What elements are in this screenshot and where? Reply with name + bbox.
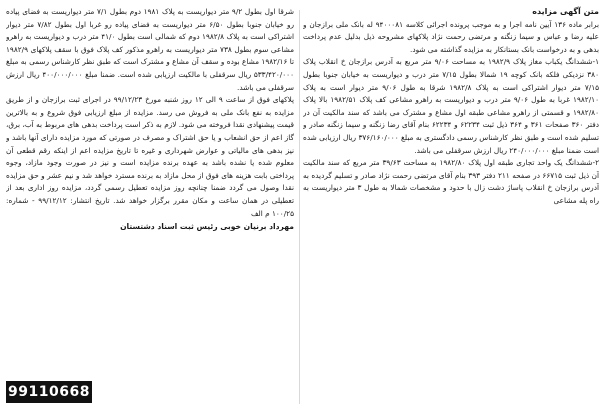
property-2-continued-paragraph: شرقا اول بطول ۹/۲ متر دیواریست به پلاک ۱۹۸۱ دوم بطول ۷/۱ متر دیواریست به فضای پیاده رو خیابان جنوبا بطول ۶/۵۰ متر دیواریست به فضای پیاده رو غربا اول بطول ۷/۸۲ متر دیوار اشتراکی است به پلاک ۱۹۸۲/۸ دوم که شمالی است بطول ۴۱/۰ متر درب و دیواریست به راهرو مشاعی سوم بطول ۷۳۸ متر دیواریست به راهرو مذکور کف پلاک فوق با سقف پلاکهای ۱۹۸۲/۹ تا ۱۹۸۲/۱۶ مشاع بوده و سقف آن مشاع و مشترک است که طبق نظر کارشناس رسمی به مبلغ ۵۳۳/۴۲۰/۰۰۰ ریال سرقفلی با مالکیت ارزیابی شده است. ضمنا مبلغ ۴۰۰/۰۰۰/۰۰۰ ریال ارزش سرقفلی می باشد. xyxy=(6,7,294,92)
property-2-paragraph: ۲-ششدانگ یک واحد تجاری طبقه اول پلاک ۱۹۸۲/۸۰ به مساحت ۳۹/۶۳ متر مربع که سند مالکیت آن ذیل ثبت ۶۶۷۱۵ در صفحه ۲۱۱ دفتر ۳۹۳ بنام آقای مرتضی رحمت نژاد صادر و تسلیم گردیده به آدرس برازجان خ انقلاب پاساژ دشت زال با حدود و مشخصات شمالا به طول ۳ متر دیواریست به راه پله مشاعی xyxy=(303,158,599,205)
notice-left-column xyxy=(6,6,294,410)
notice-right-column xyxy=(303,6,599,410)
column-divider xyxy=(299,10,300,404)
auction-notice xyxy=(6,6,599,410)
notice-intro-paragraph: برابر ماده ۱۳۶ آیین نامه اجرا و به موجب پرونده اجرائی کلاسه ۹۴۰۰۰۸۱ له بانک ملی برازجان و علیه رضا و عباس و سیما زنگنه و مرتضی رحمت نژاد پلاکهای مشروحه ذیل بدلیل عدم پرداخت بدهی و به درخواست بانک بستانکار به مزایده گذاشته می شود. xyxy=(303,19,599,54)
registry-signature: مهرداد برنیان خوبی رئیس ثبت اسناد دشتستان xyxy=(120,222,294,232)
property-1-paragraph: ۱-ششدانگ یکباب مغاز پلاک ۱۹۸۲/۹ به مساحت ۹/۰۶ متر مربع به آدرس برازجان خ انقلاب پلاک ۳۸۰ نزدیکی فلکه بانک کوچه ۱۹ شمالا بطول ۷/۱۵ متر درب و دیواریست به خیابان جنوبا بطول ۷/۱۵ متر دیوار اشتراکی است به پلاک ۱۹۸۲/۸ شرقا به طول ۹/۰۶ متر دیوار است به پلاک ۱۹۸۲/۱۰ غربا به طول ۹/۰۶ متر درب و دیواریست به راهرو مشاعی کف پلاک ۱۹۸۲/۵۱ بالا پلاک ۱۹۸۲/۸۰ و قسمتی از راهرو مشاعی طبقه اول مشاع و مشترک می باشد که سند مالکیت آن در دفتر ۳۶۰ صفحات ۳۶۱ و ۳۶۴ ذیل ثبت ۶۲۲۳۴ و ۶۲۲۳۴ بنام آقای رضا زنگنه و سیما زنگنه صادر و تسلیم شده است و طبق نظر کارشناس رسمی دادگستری به مبلغ ۳۷۶/۱۶۰/۰۰۰ ریال ارزیابی شده است ضمنا مبلغ ۲۴۰/۰۰۰/۰۰۰ ریال ارزش سرقفلی می باشد. xyxy=(303,57,599,155)
notice-title: متن آگهی مزایده xyxy=(532,7,599,16)
auction-terms-paragraph: پلاکهای فوق از ساعت ۹ الی ۱۲ روز شنبه مورخ ۹۹/۱۲/۲۳ در اجرای ثبت برازجان و از طریق مزایده به نفع بانک ملی به فروش می رسد. مزایده از مبلغ ارزیابی فوق شروع و به بالاترین قیمت پیشنهادی نقدا فروخته می شود. لازم به ذکر است پرداخت بدهی های مربوط به آب، برق، گاز اعم از حق انشعاب و یا حق اشتراک و مصرف در صورتی که مورد مزایده دارای آنها باشد و نیز بدهی های مالیاتی و عوارض شهرداری و غیره تا تاریخ مزایده اعم از اینکه رقم قطعی آن معلوم شده یا نشده باشد به عهده برنده مزایده است و نیز در صورت وجود مازاد، وجوه پرداختی بابت هزینه های فوق از محل مازاد به برنده مسترد خواهد شد و نیم عشر و حق مزایده نقدا وصول می گردد ضمنا چنانچه روز مزایده تعطیل رسمی گردد، مزایده روز اداری بعد از تعطیلی در همان ساعت و مکان مقرر برگزار خواهد شد. تاریخ انتشار: ۹۹/۱۲/۱۲ - شماره: ۱۰۰/۲۵ م الف xyxy=(6,95,294,218)
advertiser-phone-badge: 99110668 xyxy=(6,381,92,403)
